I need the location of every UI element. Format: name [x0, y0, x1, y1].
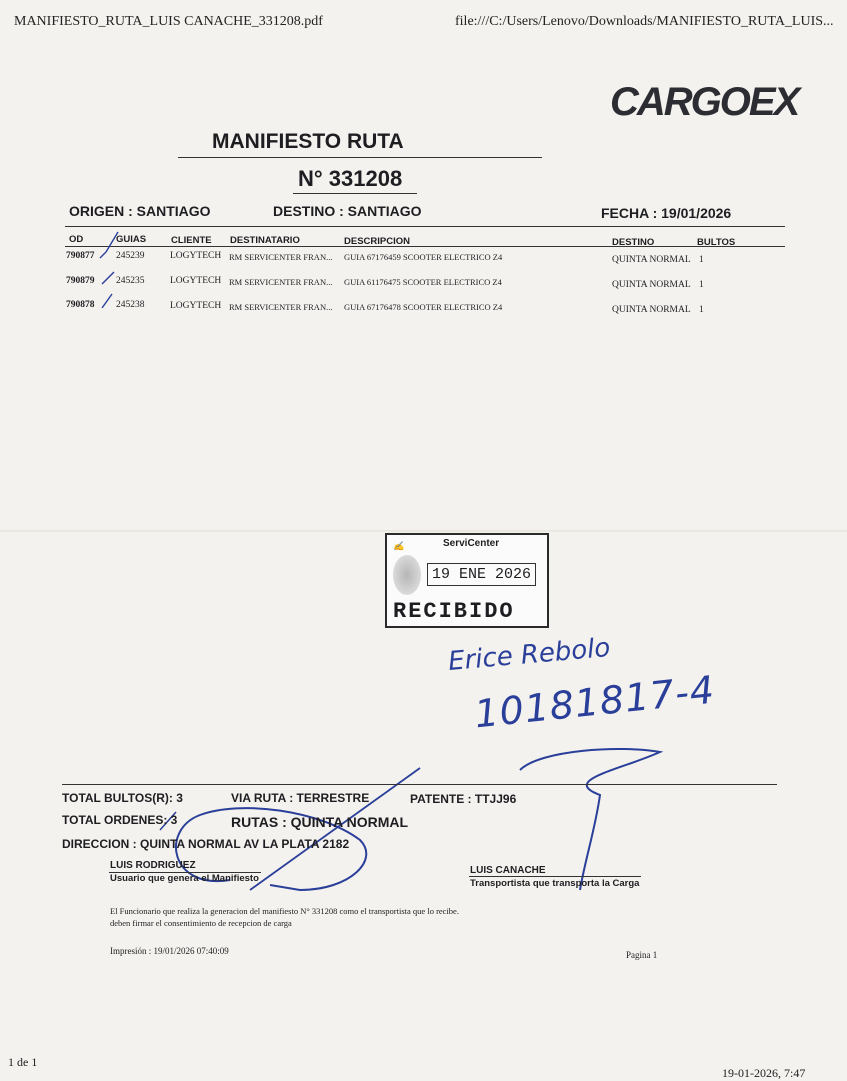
stamp-signature-mark: ✍	[393, 541, 405, 551]
col-header-destinatario: DESTINATARIO	[230, 235, 300, 246]
signer2-role: Transportista que transporta la Carga	[470, 878, 640, 889]
row-cliente: LOGYTECH	[170, 301, 222, 311]
row-destino: QUINTA NORMAL	[612, 305, 691, 315]
row-bultos: 1	[699, 305, 704, 315]
row-guia: 245235	[116, 276, 145, 286]
check-marks	[98, 228, 158, 308]
stamp-recibido: RECIBIDO	[393, 599, 515, 624]
signer1-name: LUIS RODRIGUEZ	[110, 860, 196, 871]
cargoex-logo: CARGOEX	[610, 80, 799, 124]
direccion: DIRECCION : QUINTA NORMAL AV LA PLATA 2182	[62, 837, 350, 851]
row-descripcion: GUIA 61176475 SCOOTER ELECTRICO Z4	[344, 277, 502, 287]
row-bultos: 1	[699, 280, 704, 290]
row-od: 790878	[66, 300, 95, 310]
col-header-bultos: BULTOS	[697, 237, 736, 248]
stamp-date: 19 ENE 2026	[427, 563, 536, 586]
disclaimer-line2: deben firmar el consentimiento de recepcion de carga	[110, 918, 292, 928]
row-destino: QUINTA NORMAL	[612, 255, 691, 265]
col-header-od: OD	[69, 234, 84, 245]
manifest-number: N° 331208	[298, 166, 403, 191]
total-bultos: TOTAL BULTOS(R): 3	[62, 791, 183, 805]
row-cliente: LOGYTECH	[170, 251, 222, 261]
stamp-seal	[393, 555, 421, 595]
row-destinatario: RM SERVICENTER FRAN...	[229, 277, 333, 287]
rutas: RUTAS : QUINTA NORMAL	[231, 814, 409, 830]
table-header-rule	[65, 246, 785, 247]
destino: DESTINO : SANTIAGO	[273, 203, 422, 219]
row-guia: 245238	[116, 300, 145, 310]
signer2-line	[469, 876, 641, 877]
signer1-role: Usuario que genera el Manifiesto	[110, 873, 259, 884]
row-destinatario: RM SERVICENTER FRAN...	[229, 302, 333, 312]
row-descripcion: GUIA 67176478 SCOOTER ELECTRICO Z4	[344, 302, 503, 312]
fecha: FECHA : 19/01/2026	[601, 205, 732, 221]
row-od: 790877	[66, 251, 95, 261]
row-od: 790879	[66, 276, 95, 286]
table-top-rule	[65, 226, 785, 227]
total-ordenes: TOTAL ORDENES: 3	[62, 813, 178, 827]
disclaimer-line1: El Funcionario que realiza la generacion del manifiesto N° 331208 como el transportista que lo recibe.	[110, 906, 459, 916]
row-destino: QUINTA NORMAL	[612, 280, 691, 290]
row-guia: 245239	[116, 251, 145, 261]
print-datetime: 19-01-2026, 7:47	[722, 1066, 806, 1080]
patente: PATENTE : TTJJ96	[410, 792, 517, 806]
row-cliente: LOGYTECH	[170, 276, 222, 286]
col-header-destino: DESTINO	[612, 237, 655, 248]
document-title: MANIFIESTO RUTA	[212, 130, 404, 153]
signer2-name: LUIS CANACHE	[470, 865, 546, 876]
col-header-descripcion: DESCRIPCION	[344, 236, 410, 247]
handwritten-name: Erice Rebolo	[447, 632, 612, 678]
via-ruta: VIA RUTA : TERRESTRE	[231, 791, 370, 805]
impresion-timestamp: Impresión : 19/01/2026 07:40:09	[110, 946, 229, 956]
stamp-brand: ServiCenter	[443, 538, 500, 549]
row-destinatario: RM SERVICENTER FRAN...	[229, 252, 333, 262]
col-header-guias: GUIAS	[116, 234, 147, 245]
title-underline	[178, 157, 542, 158]
pdf-url: file:///C:/Users/Lenovo/Downloads/MANIFIESTO_RUTA_LUIS...	[455, 14, 834, 29]
pdf-filename: MANIFIESTO_RUTA_LUIS CANACHE_331208.pdf	[14, 14, 323, 29]
row-bultos: 1	[699, 255, 704, 265]
received-stamp	[385, 533, 549, 628]
page-number: Pagina 1	[626, 950, 658, 960]
number-underline	[293, 193, 417, 194]
handwritten-rut: 10181817-4	[472, 667, 717, 737]
row-descripcion: GUIA 67176459 SCOOTER ELECTRICO Z4	[344, 252, 503, 262]
origen: ORIGEN : SANTIAGO	[69, 203, 211, 219]
print-page-count: 1 de 1	[8, 1055, 38, 1069]
footer-rule	[62, 784, 777, 785]
col-header-cliente: CLIENTE	[171, 235, 212, 246]
